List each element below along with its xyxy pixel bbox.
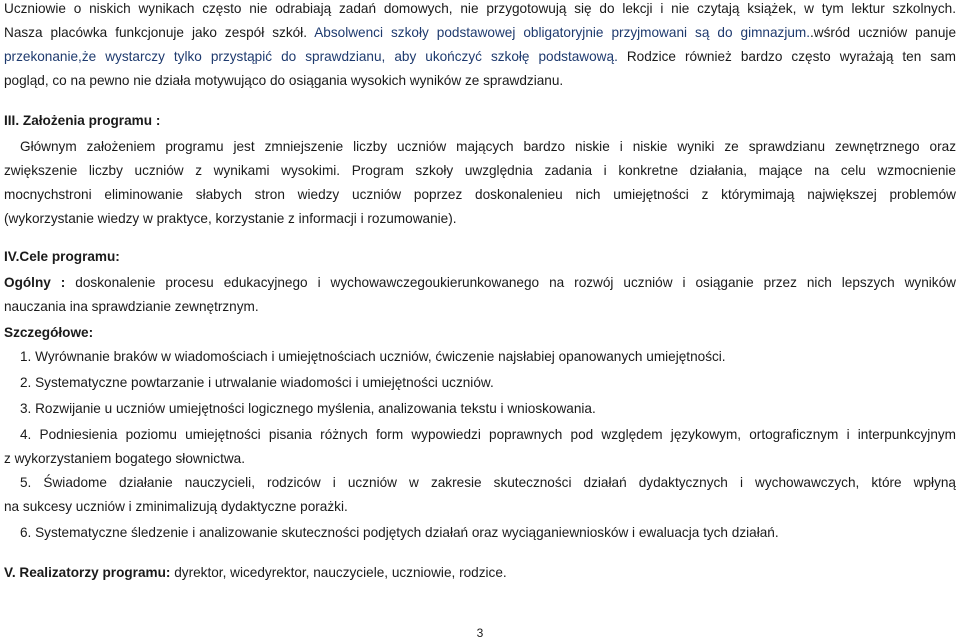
text-span: wśród uczniów panuje	[813, 25, 957, 40]
paragraph-line: nauczania ina sprawdzianie zewnętrznym.	[4, 299, 259, 314]
text-span: Absolwenci szkoły podstawowej obligatoryjnie przyjmowani są do gimnazjum.	[306, 25, 811, 40]
page-number: 3	[476, 626, 484, 640]
paragraph-line	[4, 26, 956, 40]
section-heading-3	[4, 114, 956, 128]
paragraph-line: (wykorzystanie wiedzy w praktyce, korzystanie z informacji i rozumowanie).	[4, 211, 457, 226]
text-span: doskonalenie procesu edukacyjnego i wychowawczegoukierunkowanego na rozwój uczniów i osiąganie przez nich lepszych wyników	[65, 275, 956, 290]
text-span: .	[810, 25, 814, 40]
paragraph-line	[4, 164, 956, 178]
paragraph-line: Głównym założeniem programu jest zmniejszenie liczby uczniów mających bardzo niskie i niskie wyniki ze sprawdzianu zewnętrznego oraz	[20, 139, 956, 154]
text-span: Rodzice również bardzo często wyrażają ten sam	[617, 49, 956, 64]
text-span: zwiększenie liczby uczniów z wynikami wysokimi.	[4, 163, 341, 178]
section-number: IV.	[4, 249, 20, 264]
paragraph-line: Uczniowie o niskich wynikach często nie odrabiają zadań domowych, nie przygotowują się do lekcji i nie czytają książek, w tym lektur szkolnych.	[4, 1, 956, 16]
text-span: Program szkoły uwzględnia zadania i konkretne działania, mające na celu wzmocnienie	[340, 163, 956, 178]
text-span: Nasza placówka funkcjonuje jako zespół szkół.	[4, 25, 307, 40]
paragraph-line: mocnychstroni eliminowanie słabych stron wiedzy uczniów poprzez doskonalenieu nich umiejętności z którymimają największej problemów	[4, 187, 956, 202]
general-label: Ogólny :	[4, 275, 66, 290]
text-span: dyrektor, wicedyrektor, nauczyciele, uczniowie, rodzice.	[170, 565, 507, 580]
list-item: 5. Świadome działanie nauczycieli, rodziców i uczniów w zakresie skuteczności działań dydaktycznych i wychowawczych, które wpłyną	[20, 475, 956, 490]
list-item: 2. Systematyczne powtarzanie i utrwalanie wiadomości i umiejętności uczniów.	[20, 375, 494, 390]
paragraph-line	[4, 276, 956, 290]
list-item: 3. Rozwijanie u uczniów umiejętności logicznego myślenia, analizowania tekstu i wnioskowania.	[20, 401, 596, 416]
text-span: przekonanie,że wystarczy tylko przystąpić do sprawdzianu, aby ukończyć szkołę podstawową.	[4, 49, 618, 64]
section-heading-4	[4, 250, 956, 264]
section-5	[4, 566, 956, 580]
specific-label: Szczegółowe:	[4, 325, 94, 340]
section-title: Cele programu:	[19, 249, 120, 264]
paragraph-line	[4, 50, 956, 64]
paragraph-line: pogląd, co na pewno nie działa motywująco do osiągania wysokich wyników ze sprawdzianu.	[4, 73, 564, 88]
section-title: Założenia programu :	[22, 113, 161, 128]
list-item-continuation: na sukcesy uczniów i zminimalizują dydaktyczne porażki.	[4, 499, 348, 514]
list-item: 6. Systematyczne śledzenie i analizowanie skuteczności podjętych działań oraz wyciąganiewniosków i ewaluacja tych działań.	[20, 525, 779, 540]
section-title: V. Realizatorzy programu:	[4, 565, 171, 580]
list-item: 1. Wyrównanie braków w wiadomościach i umiejętnościach uczniów, ćwiczenie najsłabiej opanowanych umiejętności.	[20, 349, 726, 364]
list-item: 4. Podniesienia poziomu umiejętności pisania różnych form wypowiedzi poprawnych pod względem językowym, ortograficznym i interpunkcyjnym	[20, 427, 956, 442]
list-item-continuation: z wykorzystaniem bogatego słownictwa.	[4, 451, 246, 466]
section-number: III.	[4, 113, 20, 128]
